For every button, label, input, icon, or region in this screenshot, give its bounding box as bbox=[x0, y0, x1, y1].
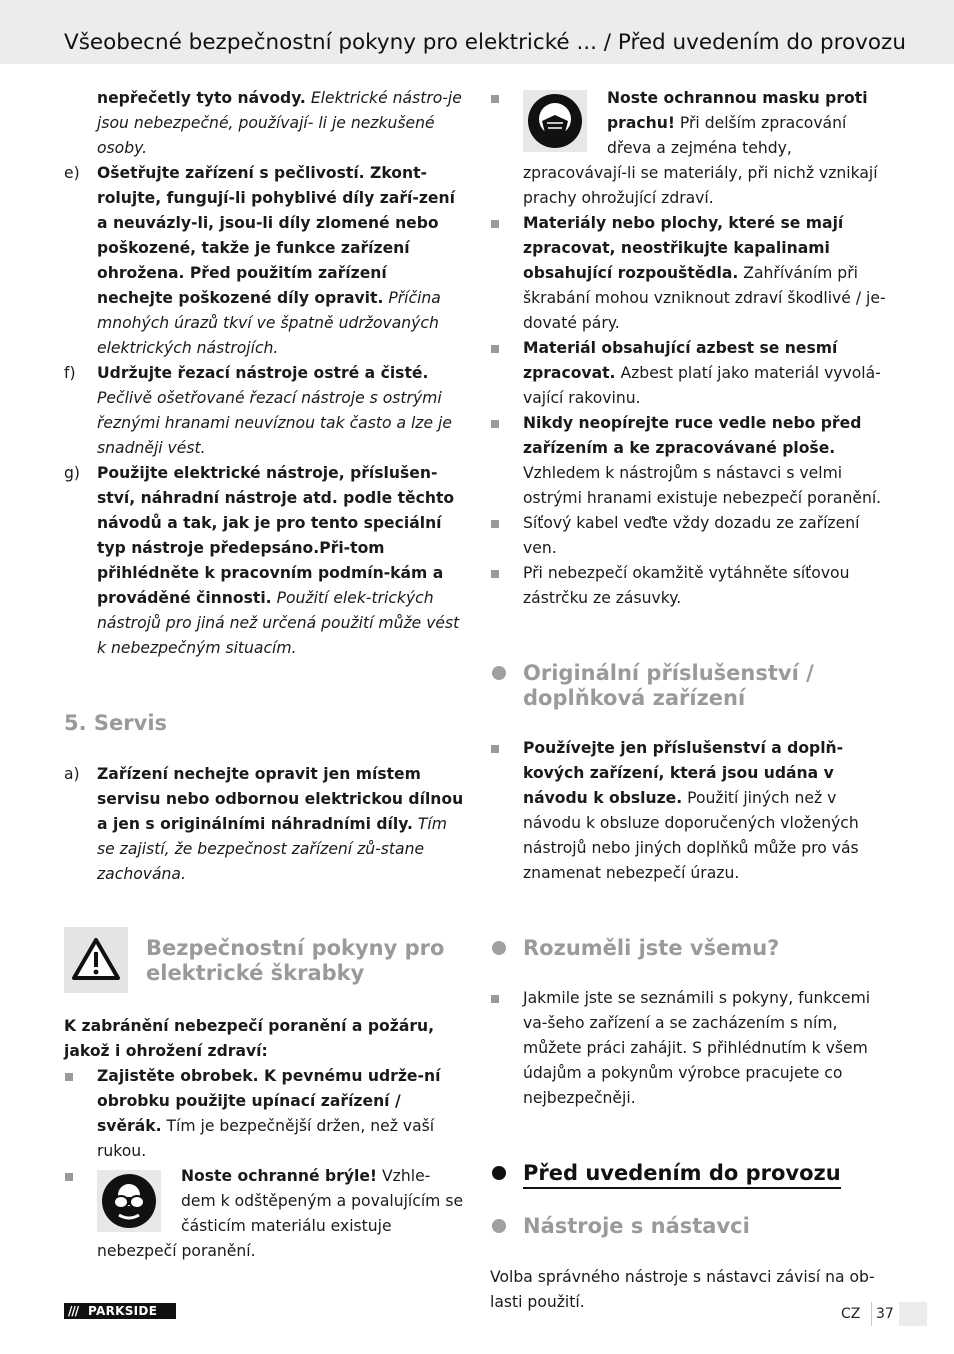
section-heading-text: Rozuměli jste všemu? bbox=[523, 936, 780, 960]
section-heading-accessories bbox=[490, 661, 890, 711]
list-item bbox=[64, 86, 464, 161]
page-header bbox=[0, 0, 954, 64]
item-marker: g) bbox=[64, 464, 80, 482]
item-bold: Udržujte řezací nástroje ostré a čisté. bbox=[97, 364, 429, 382]
item-text: Tím je bezpečnější držen, než vaší rukou. bbox=[97, 1117, 435, 1160]
item-marker: f) bbox=[64, 364, 76, 382]
item-marker: e) bbox=[64, 164, 80, 182]
list-item bbox=[490, 986, 890, 1111]
item-bold: Materiály nebo plochy, které se mají zpracovat, neostřikujte kapalinami obsahující rozpouštědla. bbox=[523, 214, 844, 282]
item-text: Síťový kabel veďte vždy dozadu ze zařízení ven. bbox=[523, 514, 860, 557]
list-item bbox=[490, 511, 890, 561]
item-text: Při delším zpracování dřeva a zejména tehdy, zpracovávají-li se materiály, při nichž vznikají prachy ohrožující zdraví. bbox=[523, 114, 878, 207]
item-italic: Elektrické nástro-je jsou nebezpečné, používají- li je nezkušené osoby. bbox=[97, 89, 462, 157]
section-heading-understood bbox=[490, 936, 890, 961]
item-bold: Používejte jen příslušenství a doplň-kových zařízení, která jsou udána v návodu k obsluze. bbox=[523, 739, 844, 807]
list-item bbox=[490, 211, 890, 336]
item-italic: Příčina mnohých úrazů tkví ve špatně udržovaných elektrických nástrojích. bbox=[97, 289, 441, 357]
item-text: Vzhledem k nástrojům s nástavci s velmi ostrými hranami existuje nebezpečí poranění. bbox=[523, 464, 882, 507]
heading-dot bbox=[492, 941, 506, 955]
list-item bbox=[490, 336, 890, 411]
list-item bbox=[64, 1164, 464, 1264]
item-text: Zahříváním při škrabání mohou vzniknout zdraví škodlivé / je-dovaté páry. bbox=[523, 264, 886, 332]
section-heading-text: Nástroje s nástavci bbox=[523, 1214, 750, 1238]
page-tab bbox=[899, 1302, 927, 1326]
item-bold: Materiál obsahující azbest se nesmí zpracovat. bbox=[523, 339, 838, 382]
heading-dot bbox=[492, 666, 506, 680]
bullet-square bbox=[491, 95, 499, 103]
item-text: Vzhle-dem k odštěpeným a povalujícím se částicím materiálu existuje nebezpečí poranění. bbox=[97, 1167, 464, 1260]
bullet-square bbox=[65, 1173, 73, 1181]
list-item-e bbox=[64, 161, 464, 361]
item-italic: Pečlivě ošetřované řezací nástroje s ostrými řeznými hranami neuvíznou tak často a lze je snadněji vést. bbox=[97, 389, 452, 457]
list-item bbox=[490, 736, 890, 886]
bullet-square bbox=[491, 745, 499, 753]
section-heading-text: Originální příslušenství / doplňková zařízení bbox=[523, 661, 814, 710]
body-text: Volba správného nástroje s nástavci závisí na ob-lasti použití. bbox=[490, 1268, 875, 1311]
brand-slashes: /// bbox=[68, 1304, 79, 1318]
heading-dot bbox=[492, 1166, 506, 1180]
language-code: CZ bbox=[841, 1306, 861, 1322]
item-text: Azbest platí jako materiál vyvolá-vající rakovinu. bbox=[523, 364, 881, 407]
brand-logo bbox=[64, 1303, 176, 1319]
safety-section-header bbox=[64, 927, 464, 993]
bullet-square bbox=[491, 220, 499, 228]
footer-divider bbox=[871, 1302, 872, 1326]
page-title: Všeobecné bezpečnostní pokyny pro elektrické ... / Před uvedením do provozu bbox=[64, 30, 906, 55]
left-column bbox=[64, 86, 464, 1264]
section-heading-before-use bbox=[490, 1161, 890, 1189]
brand-name: PARKSIDE bbox=[88, 1304, 158, 1318]
bullet-square bbox=[491, 345, 499, 353]
item-bold: Nikdy neopírejte ruce vedle nebo před zařízením a ke zpracovávané ploše. bbox=[523, 414, 862, 457]
item-text: Při nebezpečí okamžitě vytáhněte síťovou zástrčku ze zásuvky. bbox=[523, 564, 850, 607]
item-italic: Tím se zajistí, že bezpečnost zařízení zů-stane zachována. bbox=[97, 815, 447, 883]
safety-goggles-icon bbox=[97, 1170, 161, 1232]
list-item bbox=[490, 86, 890, 211]
section-heading-tools bbox=[490, 1214, 890, 1239]
list-item bbox=[490, 411, 890, 511]
item-bold: Ošetřujte zařízení s pečlivostí. Zkont-rolujte, fungují-li pohyblivé díly zaří-zení a neuvázly-li, jsou-li díly zlomené nebo poškozené, takže je funkce zařízení ohrožena. Před použitím zařízení nechejte poškozené díly opravit. bbox=[97, 164, 455, 307]
list-item-a bbox=[64, 762, 464, 887]
warning-triangle-icon bbox=[64, 927, 128, 993]
safety-section-title: Bezpečnostní pokyny pro elektrické škrabky bbox=[146, 936, 445, 985]
bullet-square bbox=[491, 570, 499, 578]
safety-intro: K zabránění nebezpečí poranění a požáru, jakož i ohrožení zdraví: bbox=[64, 1017, 435, 1060]
item-bold: Noste ochrannou masku proti prachu! bbox=[607, 89, 868, 132]
item-bold: nepřečetly tyto návody. bbox=[97, 89, 306, 107]
item-text: Jakmile jste se seznámili s pokyny, funkcemi va-šeho zařízení a se zacházením s ním, můžete práci zahájit. S přihlédnutím k všem údajům a pokynům výrobce pracujete co nejbezpečněji. bbox=[523, 989, 871, 1107]
list-item-f bbox=[64, 361, 464, 461]
page-number: 37 bbox=[876, 1306, 894, 1322]
item-italic: Použití elek-trických nástrojů pro jiná než určená použití může vést k nebezpečným situacím. bbox=[97, 589, 460, 657]
bullet-square bbox=[65, 1073, 73, 1081]
bullet-square bbox=[491, 420, 499, 428]
heading-dot bbox=[492, 1219, 506, 1233]
list-item bbox=[490, 561, 890, 611]
item-marker: a) bbox=[64, 765, 80, 783]
list-item-g bbox=[64, 461, 464, 661]
section-heading-text: 5. Servis bbox=[64, 711, 168, 735]
section-heading-servis bbox=[64, 711, 464, 736]
dust-mask-icon bbox=[523, 90, 587, 152]
item-bold: Noste ochranné brýle! bbox=[181, 1167, 378, 1185]
section-heading-text: Před uvedením do provozu bbox=[523, 1161, 841, 1189]
item-bold: Zařízení nechejte opravit jen místem servisu nebo odbornou elektrickou dílnou a jen s originálními náhradními díly. bbox=[97, 765, 464, 833]
list-item bbox=[64, 1064, 464, 1164]
item-text: Použití jiných než v návodu k obsluze doporučených vložených nástrojů nebo jiných doplňků může pro vás znamenat nebezpečí úrazu. bbox=[523, 789, 859, 882]
item-bold: Použijte elektrické nástroje, příslušen-ství, náhradní nástroje atd. podle těchto návodů a tak, jak je pro tento speciální typ nástroje předepsáno.Při-tom přihlédněte k pracovním podmín-kám a prováděné činnosti. bbox=[97, 464, 455, 607]
bullet-square bbox=[491, 520, 499, 528]
item-bold: Zajistěte obrobek. K pevnému udrže-ní obrobku použijte upínací zařízení / svěrák. bbox=[97, 1067, 441, 1135]
bullet-square bbox=[491, 995, 499, 1003]
right-column bbox=[490, 86, 890, 1315]
